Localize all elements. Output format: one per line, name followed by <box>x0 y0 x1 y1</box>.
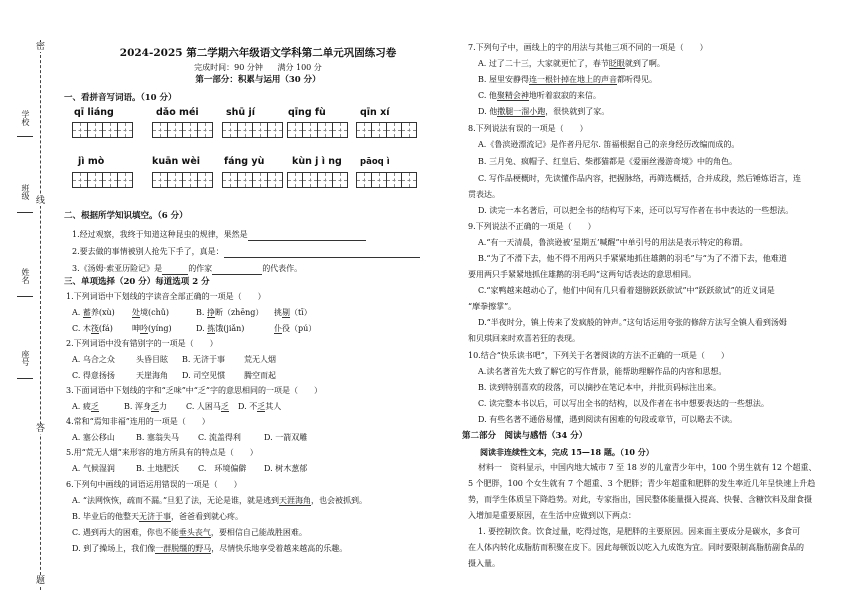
school-label: 学校 <box>21 110 30 126</box>
mc-q8-option-b[interactable]: B. 三月兔、疯帽子、红皇后、柴郡猫都是《爱丽丝漫游奇境》中的角色。 <box>478 157 737 166</box>
mc-q7-option-d[interactable]: D. 他撒腿一溜小跑，很快就到了家。 <box>478 107 610 116</box>
mc-q2-option-d2: 腾空而起 <box>244 371 276 380</box>
mc-q8-option-d[interactable]: D. 读完一本名著后，可以把全书的结构写下来，还可以写写作者在书中表达的一些想法。 <box>478 206 794 215</box>
mc-q1-option-c2: 呻吟(yíng) <box>132 324 172 333</box>
fill-blank[interactable] <box>248 240 366 241</box>
seat-blank[interactable] <box>17 378 33 379</box>
mc-q9-option-d[interactable]: D.“半夜时分，镇上传来了发疯般的钟声。”这句话运用夸张的修辞方法写全镇人看到汤姆 <box>478 318 787 327</box>
question-text: 的代表作。 <box>262 264 303 273</box>
mc-q6: 6.下列句中画线的词语运用错误的一项是（ ） <box>66 480 242 489</box>
fill-blank[interactable] <box>224 257 420 258</box>
mc-q2-option-c[interactable]: C. 得意扬扬 <box>72 371 115 380</box>
material-line: 摄入量。 <box>468 559 500 568</box>
mc-q5-option-a[interactable]: A. 气候湿润 <box>72 464 115 473</box>
mc-q9-option-c[interactable]: C.“家鸭越来越动心了，他们中间有几只看着翅膀跃跃欲试”中“跃跃欲试”的近义词是 <box>478 286 775 295</box>
mc-q9-option-d-cont: 和贝琪回来时欢喜若狂的表现。 <box>468 334 580 343</box>
mc-q10-option-d[interactable]: D. 有些名著不通俗易懂，遇到阅读有困难的句段或章节，可以略去不读。 <box>478 415 738 424</box>
section2-title: 二、根据所学知识填空。（6 分） <box>64 211 188 221</box>
mc-q3-option-d[interactable]: D. 不乏其人 <box>238 402 282 411</box>
mc-q5-option-d[interactable]: D. 树木葱郁 <box>264 464 308 473</box>
question-text: 的作家 <box>188 264 213 273</box>
mc-q7-option-b[interactable]: B. 屋里安静得连一根针掉在地上的声音都听得见。 <box>478 75 657 84</box>
material-line: 1. 要控制饮食。饮食过量，吃得过饱，是肥胖的主要原因。因来面主要成分是碳水，多食可 <box>478 527 801 536</box>
mc-q5-option-b[interactable]: B. 土地肥沃 <box>136 464 179 473</box>
question-text: 1.经过观察，我终于知道这种昆虫的规律，果然是 <box>72 230 248 239</box>
mc-q4-option-d[interactable]: D. 一箭双雕 <box>264 433 308 442</box>
mc-q9-option-b-cont: 要用两只手紧紧地抓住雄鹅的羽毛吗”这两句话表达的意思相同。 <box>468 270 697 279</box>
mc-q2: 2.下列词语中没有错别字的一项是（ ） <box>66 339 218 348</box>
mc-q9-option-a[interactable]: A.“有一天清晨，鲁滨逊被‘星期五’喊醒”中单引号的用法是表示特定的称谓。 <box>478 238 748 247</box>
mc-q8-option-c-cont: 贯表达。 <box>468 190 500 199</box>
pinyin-3: shū jí <box>226 107 256 118</box>
mc-q2-option-c2: 天崖海角 <box>136 371 168 380</box>
exam-title: 2024-2025 第二学期六年级语文学科第二单元巩固练习卷 <box>119 47 397 59</box>
mc-q3-option-b[interactable]: B. 浑身乏力 <box>124 402 167 411</box>
mc-q6-option-d[interactable]: D. 到了操场上，我们像一群脱缰的野马，尽情快乐地享受着越来越高的乐趣。 <box>72 544 348 553</box>
seal-line <box>40 40 41 590</box>
mc-q7-option-c[interactable]: C. 他聚精会神地听着寂寂的来信。 <box>478 91 601 100</box>
section3-title: 三、单项选择（20 分）每道选项 2 分 <box>64 277 210 287</box>
mc-q1: 1.下列词语中下划线的字读音全部正确的一项是（ ） <box>66 292 266 301</box>
answer-grid[interactable] <box>152 172 212 188</box>
answer-grid[interactable] <box>72 172 132 188</box>
full-score: 满分 100 分 <box>277 63 322 72</box>
class-label: 班级 <box>21 184 30 200</box>
fill-q2 <box>72 246 420 258</box>
answer-grid[interactable] <box>287 122 347 138</box>
part2-heading: 第二部分 阅读与感悟（34 分） <box>462 431 588 441</box>
mc-q4-option-b[interactable]: B. 塞翁失马 <box>136 433 179 442</box>
seal-char: 线 <box>36 196 46 206</box>
mc-q2-option-d[interactable]: D. 司空见惯 <box>182 371 226 380</box>
mc-q6-option-c[interactable]: C. 遇到再大的困难，你也不能垂头丧气，要相信自己能战胜困难。 <box>72 528 307 537</box>
fill-q1 <box>72 229 366 241</box>
mc-q10-option-b[interactable]: B. 读到特别喜欢的段落，可以摘抄在笔记本中，并批页码标注出来。 <box>478 383 721 392</box>
mc-q6-option-a[interactable]: A. “法网恢恢，疏而不漏。”旦犯了法，无论是谁，就是逃到天涯海角，也会被抓到。 <box>72 496 368 505</box>
fill-blank[interactable] <box>212 274 262 275</box>
mc-q10-option-a[interactable]: A.读名著首先大致了解它的写作背景，能帮助理解作品的内容和思想。 <box>478 367 727 376</box>
answer-grid[interactable] <box>287 172 347 188</box>
mc-q7-option-a[interactable]: A. 过了二十三，大家就更忙了，春节眨眼就到了啊。 <box>478 59 665 68</box>
binding-strip <box>0 0 58 608</box>
answer-grid[interactable] <box>72 122 132 138</box>
mc-q10-option-c[interactable]: C. 读完整本书以后，可以写出全书的结构，以及作者在书中想要表达的一些想法。 <box>478 399 769 408</box>
name-label: 姓名 <box>21 268 30 284</box>
reading-title: 阅读非连续性文本，完成 15—18 题。（10 分） <box>480 447 654 457</box>
pinyin-5: qīn xí <box>360 107 390 118</box>
mc-q2-option-b2: 荒无人烟 <box>244 355 276 364</box>
mc-q6-option-b[interactable]: B. 毕业后的他整天无济于事，爸爸看到就心疼。 <box>72 512 243 521</box>
answer-grid[interactable] <box>152 122 212 138</box>
question-text: 3.《汤姆·索亚历险记》是 <box>72 264 163 273</box>
answer-grid[interactable] <box>356 122 416 138</box>
mc-q9-option-c-cont: “摩拳擦掌”。 <box>468 302 517 311</box>
pinyin-10: pāoq ì <box>360 157 390 167</box>
fill-q3 <box>72 263 302 275</box>
seat-label: 座号 <box>21 350 30 366</box>
material-line: 材料一 资料显示，中国内地大城市 7 至 18 岁的儿童青少年中，100 个男生就有 12 个超重、 <box>478 463 817 472</box>
material-line: 5 个肥胖，100 个女生就有 7 个超重、3 个肥胖；青少年超重和肥胖的发生率近几年呈快速上升趋 <box>468 479 816 488</box>
pinyin-6: jì mò <box>78 156 105 167</box>
mc-q1-option-b2: 挑剔（tī） <box>274 308 312 317</box>
mc-q1-option-b[interactable]: B. 挣断（zhēng） <box>196 308 264 317</box>
section1-title: 一、看拼音写词语。（10 分） <box>64 93 177 103</box>
question-text: 2.要去做的事情被别人抢先下手了，真是： <box>72 247 224 256</box>
time-limit: 完成时间：90 分钟 <box>194 63 263 72</box>
name-blank[interactable] <box>17 296 33 297</box>
mc-q1-option-a[interactable]: A. 蓄养(xù) <box>72 308 115 317</box>
pinyin-2: dǎo méi <box>156 107 199 118</box>
mc-q9: 9.下列说法不正确的一项是（ ） <box>468 222 596 231</box>
material-line: 势，而学生体质呈下降趋势。对此，专家指出，国民整体能量摄入提高、快餐、含糖饮料及甜食摄 <box>468 495 812 504</box>
mc-q2-option-a[interactable]: A. 乌合之众 <box>72 355 115 364</box>
seal-char: 答 <box>36 424 46 434</box>
pinyin-8: fáng yù <box>224 156 265 167</box>
mc-q1-option-c[interactable]: C. 木筏(fá) <box>72 324 113 333</box>
mc-q2-option-a2: 头昏目眩 <box>136 355 168 364</box>
mc-q7: 7.下列句子中，画线上的字的用法与其他三项不同的一项是（ ） <box>468 43 708 52</box>
mc-q1-option-d2: 仆役（pú） <box>274 324 317 333</box>
mc-q5-option-c[interactable]: C. 环境偏僻 <box>198 464 247 473</box>
seal-char: 密 <box>36 42 46 52</box>
answer-grid[interactable] <box>222 172 282 188</box>
mc-q8-option-c[interactable]: C. 写作品梗概时，先读懂作品内容，把握脉络，再筛选概括，合并成段，然后锤炼语言，连 <box>478 174 801 183</box>
mc-q4: 4.常和“焉知非福”连用的一项是（ ） <box>66 417 210 426</box>
mc-q2-option-b[interactable]: B. 无济于事 <box>182 355 225 364</box>
material-line: 入增加是重要原因，在生活中应做到以下两点： <box>468 511 636 520</box>
mc-q1-option-a2: 处境(chǔ) <box>132 308 170 317</box>
school-blank[interactable] <box>17 136 33 137</box>
material-line: 在人体内转化成脂肪而积聚在皮下。因此每顿饭以吃入九成饱为宜。同时要限制高脂肪副食品的 <box>468 543 804 552</box>
mc-q9-option-b[interactable]: B.“为了不滑下去，他不得不用两只手紧紧地抓住雄鹅的羽毛”与“为了不滑下去，他难道 <box>478 254 787 263</box>
mc-q3-option-a[interactable]: A. 疲乏 <box>72 402 99 411</box>
mc-q3-option-c[interactable]: C. 人困马乏 <box>186 402 229 411</box>
seal-char: 题 <box>36 576 46 586</box>
pinyin-1: qī liáng <box>74 107 114 118</box>
mc-q3: 3.下面词语中下划线的字和“乏味”中“乏”字的意思相同的一项是（ ） <box>66 386 322 395</box>
mc-q5: 5.用“荒无人烟”来形容的地方所具有的特点是（ ） <box>66 448 258 457</box>
pinyin-7: kuān wèi <box>152 156 201 167</box>
pinyin-9: kùn j ì ng <box>292 156 342 167</box>
pinyin-4: qīng fù <box>288 107 326 118</box>
answer-grid[interactable] <box>222 122 282 138</box>
part1-heading: 第一部分：积累与运用（30 分） <box>195 75 321 85</box>
mc-q4-option-c[interactable]: C. 流盖得利 <box>198 433 241 442</box>
answer-grid[interactable] <box>356 172 416 188</box>
mc-q1-option-d[interactable]: D. 拣饿(jiǎn) <box>196 324 245 333</box>
exam-subtitle <box>58 62 458 74</box>
mc-q8: 8.下列说法有误的一项是（ ） <box>468 124 588 133</box>
class-blank[interactable] <box>17 212 33 213</box>
fill-blank[interactable] <box>162 274 188 275</box>
mc-q8-option-a[interactable]: A.《鲁滨逊漂流记》是作者丹尼尔. 笛福根据自己的亲身经历改编而成的。 <box>478 140 740 149</box>
mc-q10: 10.结合“快乐读书吧”，下列关于名著阅读的方法不正确的一项是（ ） <box>468 351 729 360</box>
mc-q4-option-a[interactable]: A. 塞公移山 <box>72 433 115 442</box>
